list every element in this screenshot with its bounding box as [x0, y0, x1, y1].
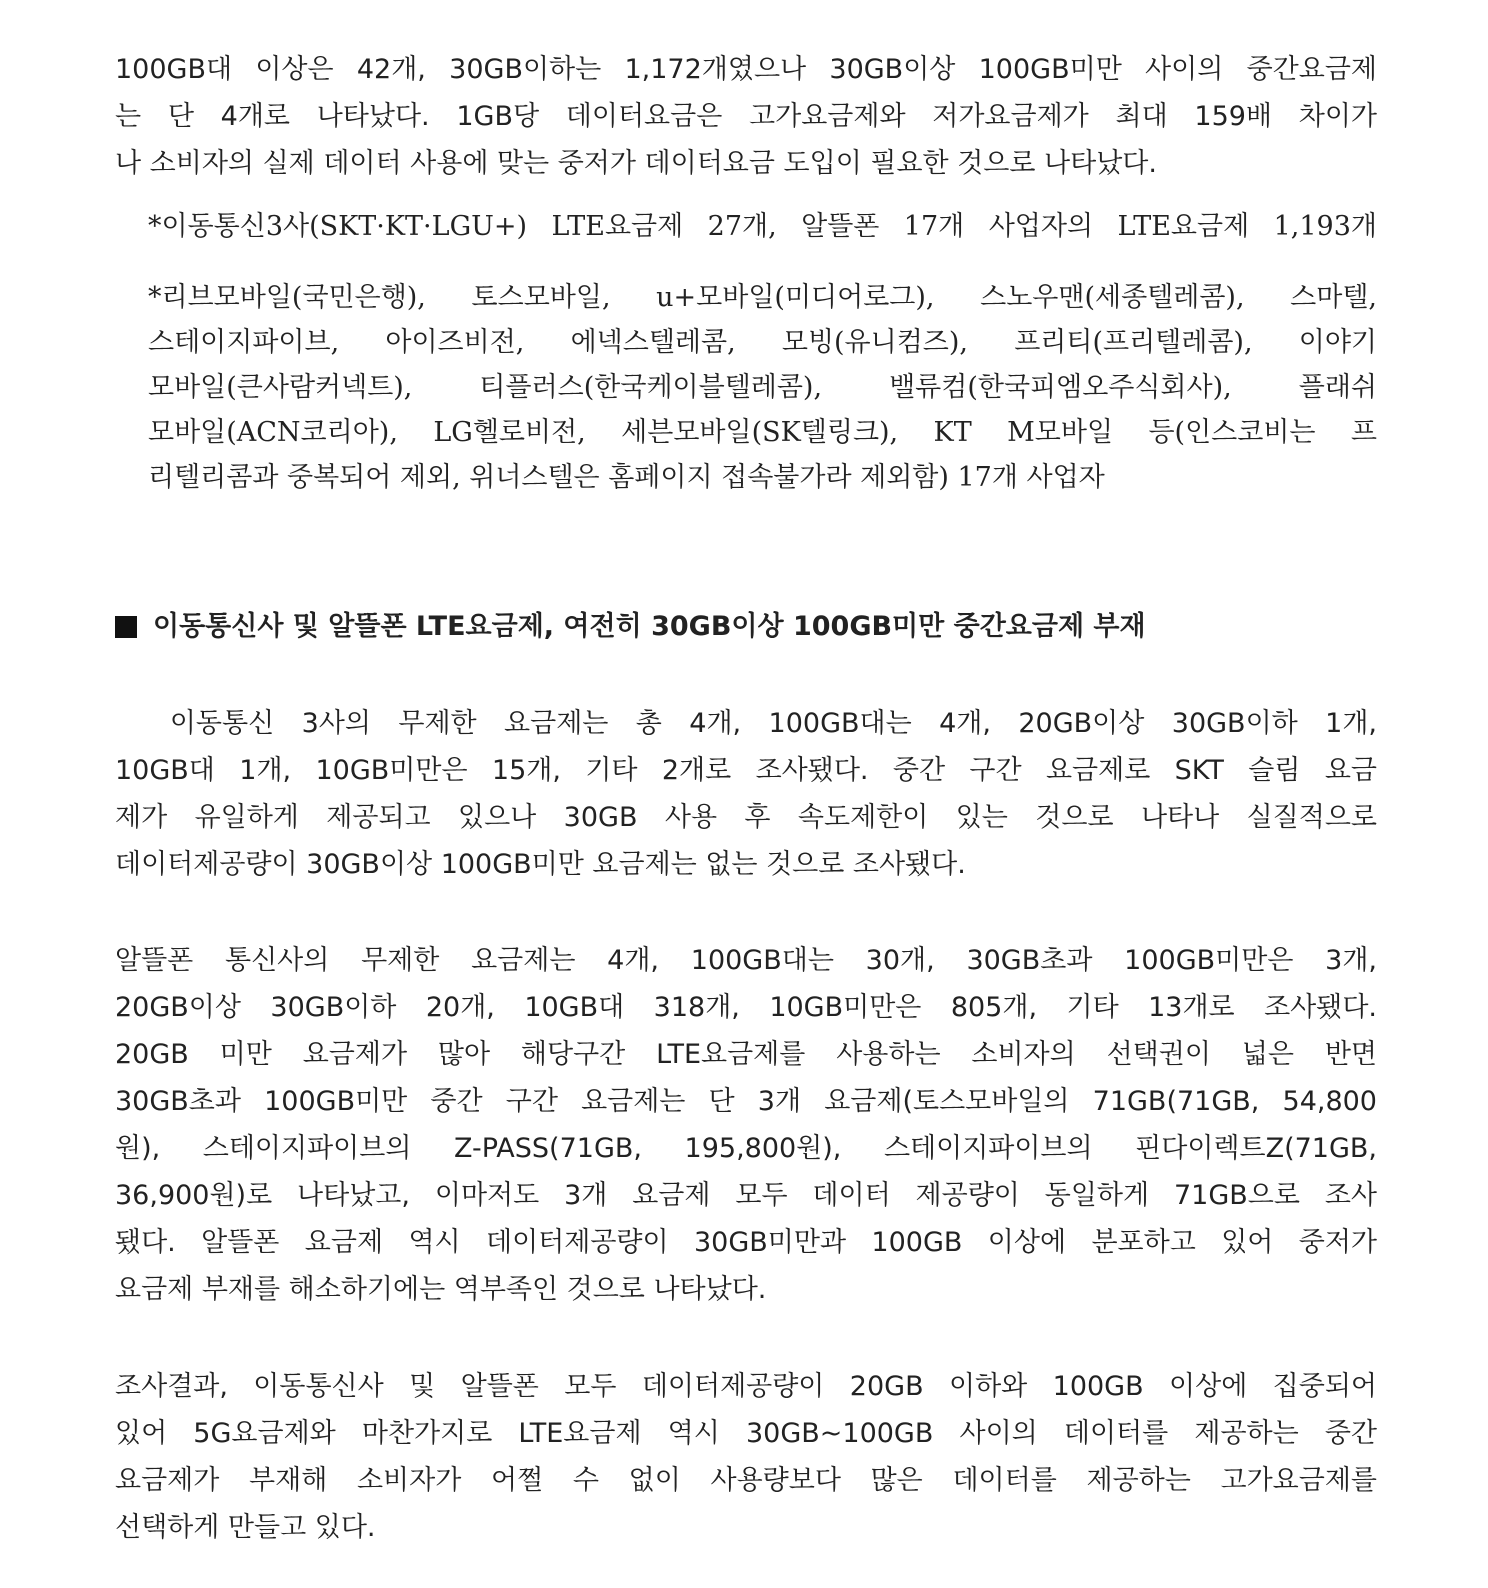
section-heading-text: 이동통신사 및 알뜰폰 LTE요금제, 여전히 30GB이상 100GB미만 중간요금제 부재 — [153, 611, 1146, 642]
text-line: 스테이지파이브, 아이즈비전, 에넥스텔레콤, 모빙(유니컴즈), 프리티(프리텔레콤), 이야기 — [148, 327, 1377, 358]
text-line: 데이터제공량이 30GB이상 100GB미만 요금제는 없는 것으로 조사됐다. — [115, 849, 966, 880]
text-line: 원), 스테이지파이브의 Z-PASS(71GB, 195,800원), 스테이지파이브의 핀다이렉트Z(71GB, — [115, 1133, 1377, 1164]
text-line: 있어 5G요금제와 마찬가지로 LTE요금제 역시 30GB~100GB 사이의 데이터를 제공하는 중간 — [115, 1418, 1377, 1449]
text-line: 선택하게 만들고 있다. — [115, 1512, 376, 1543]
text-line: *이동통신3사(SKT·KT·LGU+) LTE요금제 27개, 알뜰폰 17개 사업자의 LTE요금제 1,193개 — [148, 211, 1377, 242]
text-line: 36,900원)로 나타났고, 이마저도 3개 요금제 모두 데이터 제공량이 동일하게 71GB으로 조사 — [115, 1180, 1377, 1211]
mno-paragraph — [115, 700, 1377, 888]
text-line: 모바일(ACN코리아), LG헬로비전, 세븐모바일(SK텔링크), KT M모바일 등(인스코비는 프 — [148, 417, 1377, 448]
footnote-mvno-list — [148, 275, 1377, 500]
text-line: 리텔리콤과 중복되어 제외, 위너스텔은 홈페이지 접속불가라 제외함) 17개 사업자 — [148, 462, 1105, 493]
text-line: *리브모바일(국민은행), 토스모바일, u+모바일(미디어로그), 스노우맨(세종텔레콤), 스마텔, — [148, 282, 1377, 313]
text-line: 100GB대 이상은 42개, 30GB이하는 1,172개였으나 30GB이상 100GB미만 사이의 중간요금제 — [115, 54, 1377, 85]
text-line: 10GB대 1개, 10GB미만은 15개, 기타 2개로 조사됐다. 중간 구간 요금제로 SKT 슬림 요금 — [115, 755, 1377, 786]
footnote-survey-scope — [148, 204, 1377, 249]
intro-paragraph — [115, 46, 1377, 187]
text-line: 모바일(큰사람커넥트), 티플러스(한국케이블텔레콤), 밸류컴(한국피엠오주식회사), 플래쉬 — [148, 372, 1377, 403]
mvno-paragraph — [115, 937, 1377, 1313]
text-line: 이동통신 3사의 무제한 요금제는 총 4개, 100GB대는 4개, 20GB이상 30GB이하 1개, — [115, 708, 1377, 739]
text-line: 나 소비자의 실제 데이터 사용에 맞는 중저가 데이터요금 도입이 필요한 것으로 나타났다. — [115, 148, 1157, 179]
text-line: 30GB초과 100GB미만 중간 구간 요금제는 단 3개 요금제(토스모바일의 71GB(71GB, 54,800 — [115, 1086, 1377, 1117]
text-line: 20GB 미만 요금제가 많아 해당구간 LTE요금제를 사용하는 소비자의 선택권이 넓은 반면 — [115, 1039, 1377, 1070]
text-line: 20GB이상 30GB이하 20개, 10GB대 318개, 10GB미만은 805개, 기타 13개로 조사됐다. — [115, 992, 1377, 1023]
section-heading — [115, 602, 1377, 652]
text-line: 요금제가 부재해 소비자가 어쩔 수 없이 사용량보다 많은 데이터를 제공하는 고가요금제를 — [115, 1465, 1377, 1496]
text-line: 조사결과, 이동통신사 및 알뜰폰 모두 데이터제공량이 20GB 이하와 100GB 이상에 집중되어 — [115, 1371, 1377, 1402]
conclusion-paragraph — [115, 1363, 1377, 1551]
square-bullet-icon — [115, 616, 137, 638]
text-line: 알뜰폰 통신사의 무제한 요금제는 4개, 100GB대는 30개, 30GB초과 100GB미만은 3개, — [115, 945, 1377, 976]
text-line: 요금제 부재를 해소하기에는 역부족인 것으로 나타났다. — [115, 1274, 767, 1305]
text-line: 제가 유일하게 제공되고 있으나 30GB 사용 후 속도제한이 있는 것으로 나타나 실질적으로 — [115, 802, 1377, 833]
text-line: 는 단 4개로 나타났다. 1GB당 데이터요금은 고가요금제와 저가요금제가 최대 159배 차이가 — [115, 101, 1377, 132]
text-line: 됐다. 알뜰폰 요금제 역시 데이터제공량이 30GB미만과 100GB 이상에 분포하고 있어 중저가 — [115, 1227, 1377, 1258]
